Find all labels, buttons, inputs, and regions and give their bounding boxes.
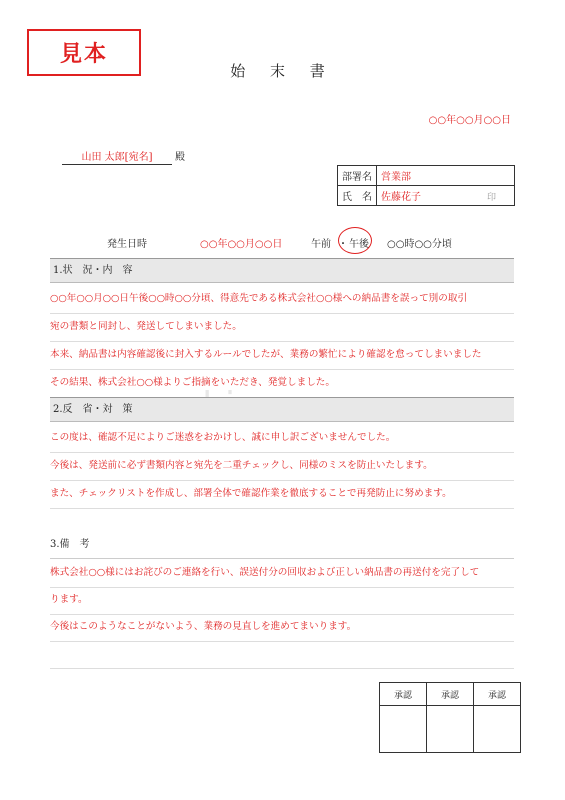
ampm-separator: ・ [338,239,348,250]
name-cell [377,186,515,206]
section-heading-remarks: 3.備 考 [50,531,514,559]
approval-box [474,706,521,753]
document-title: 始 末 書 [230,62,335,80]
name-value: 佐藤花子 [381,192,421,203]
approval-box [380,706,427,753]
section-heading-situation: 1.状 況・内 容 [50,258,514,283]
document-date: ○○年○○月○○日 [428,115,511,126]
section-heading-reflection: 2.反 省・対 策 [50,397,514,422]
occurrence-time-value: ○○時○○分頃 [387,239,452,250]
author-info-table [337,165,515,206]
occurrence-time [387,235,452,250]
remarks-line: 株式会社○○様にはお詫びのご連絡を行い、誤送付分の回収および正しい納品書の再送付を完了して [50,559,514,588]
situation-line: 本来、納品書は内容確認後に封入するルールでしたが、業務の繁忙により確認を怠ってしまいました [50,341,514,370]
situation-line: ○○年○○月○○日午後○○時○○分頃、得意先である株式会社○○様への納品書を誤って別の取引 [50,285,514,314]
remarks-line: 今後はこのようなことがないよう、業務の見直しを進めてまいります。 [50,613,514,642]
approval-box [427,706,474,753]
remarks-line [50,640,514,669]
am-option: 午前 [311,239,331,250]
pm-selected-circle [338,227,372,254]
occurrence-date: ○○年○○月○○日 [200,239,283,250]
reflection-line: また、チェックリストを作成し、部署全体で確認作業を徹底することで再発防止に努めます。 [50,480,514,509]
dept-label: 部署名 [338,166,377,186]
addressee: 山田 太郎[宛名] [62,148,172,165]
approval-header: 承認 [427,683,474,706]
honorific: 殿 [175,152,185,163]
situation-line: その結果、株式会社○○様よりご指摘をいただき、発覚しました。 [50,369,514,398]
name-label: 氏 名 [338,186,377,206]
pm-option: 午後 [349,239,369,250]
approval-header: 承認 [474,683,521,706]
sample-stamp: 見本 [27,29,141,76]
situation-line: 宛の書類と同封し、発送してしまいました。 [50,313,514,342]
approval-header: 承認 [380,683,427,706]
dept-value: 営業部 [377,166,515,186]
seal-mark: 印 [486,193,496,203]
reflection-line: この度は、確認不足によりご迷惑をおかけし、誠に申し訳ございませんでした。 [50,424,514,453]
occurrence-label: 発生日時 [107,239,147,250]
approval-table [379,682,521,753]
reflection-line: 今後は、発送前に必ず書類内容と宛先を二重チェックし、同様のミスを防止いたします。 [50,452,514,481]
remarks-line: ります。 [50,586,514,615]
